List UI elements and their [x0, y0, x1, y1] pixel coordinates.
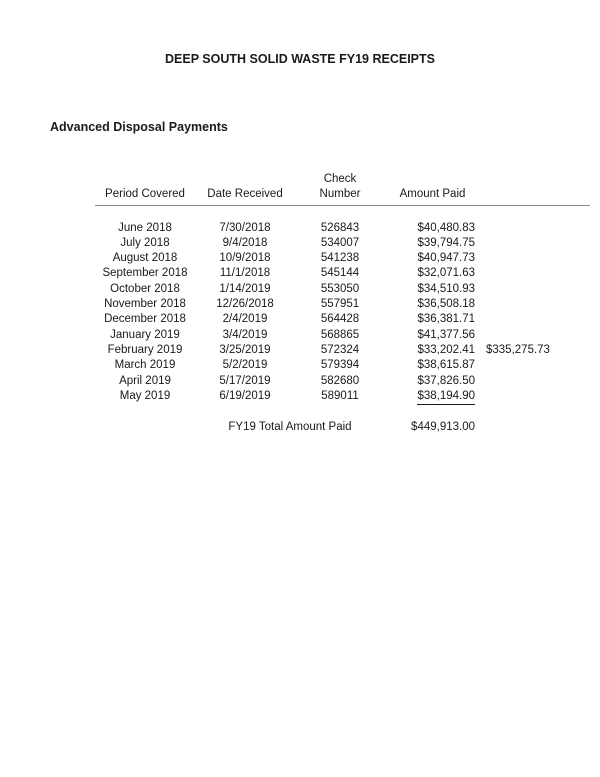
table-body	[95, 221, 590, 406]
check-cell: 564428	[320, 313, 360, 326]
period-cell: November 2018	[104, 298, 186, 311]
period-cell: February 2019	[107, 343, 183, 356]
amount-cell	[385, 266, 480, 281]
period-cell: September 2018	[102, 267, 188, 280]
header-check-line2: Number	[319, 188, 361, 201]
date-cell: 2/4/2019	[222, 313, 268, 326]
table-row	[95, 343, 590, 358]
date-cell: 11/1/2018	[219, 267, 271, 280]
amount-value: $34,510.93	[417, 282, 475, 295]
header-amount-paid: Amount Paid	[399, 188, 466, 201]
total-amount-value: $449,913.00	[411, 421, 475, 434]
table-row	[95, 328, 590, 343]
amount-cell	[385, 236, 480, 251]
amount-value: $32,071.63	[417, 267, 475, 280]
check-cell: 553050	[320, 282, 360, 295]
date-cell: 3/25/2019	[219, 343, 271, 356]
table-row	[95, 389, 590, 405]
period-cell: May 2019	[119, 389, 171, 402]
table-row	[95, 236, 590, 251]
amount-cell	[385, 312, 480, 327]
table-row	[95, 297, 590, 312]
check-cell: 545144	[320, 267, 360, 280]
amount-value: $37,826.50	[417, 374, 475, 387]
total-amount	[385, 420, 480, 435]
table-header	[95, 172, 590, 206]
period-cell: January 2019	[110, 328, 180, 341]
payments-table	[95, 172, 590, 435]
period-cell: June 2018	[118, 221, 172, 234]
section-title: Advanced Disposal Payments	[50, 120, 228, 134]
total-row	[95, 420, 590, 435]
period-cell: July 2018	[120, 236, 170, 249]
header-period-covered: Period Covered	[105, 188, 185, 201]
check-cell: 572324	[320, 343, 360, 356]
header-check-line1: Check	[323, 173, 357, 185]
date-cell: 12/26/2018	[216, 298, 274, 311]
note-cell	[480, 358, 590, 373]
total-label: FY19 Total Amount Paid	[228, 421, 352, 434]
check-cell: 526843	[320, 221, 360, 234]
amount-value: $38,615.87	[417, 359, 475, 372]
check-cell: 589011	[321, 389, 359, 402]
note-cell	[480, 374, 590, 389]
period-cell: December 2018	[104, 313, 186, 326]
table-row	[95, 312, 590, 327]
document-title: DEEP SOUTH SOLID WASTE FY19 RECEIPTS	[165, 52, 435, 66]
note-cell	[480, 297, 590, 312]
note-cell	[480, 221, 590, 236]
amount-cell	[385, 328, 480, 343]
amount-cell	[385, 358, 480, 373]
amount-value: $41,377.56	[417, 328, 475, 341]
table-row	[95, 358, 590, 373]
date-cell: 5/2/2019	[222, 359, 268, 372]
table-row	[95, 251, 590, 266]
date-cell: 10/9/2018	[219, 252, 271, 265]
table-row	[95, 282, 590, 297]
amount-cell	[385, 389, 480, 405]
note-cell	[480, 266, 590, 281]
amount-value: $38,194.90	[417, 389, 475, 405]
amount-value: $40,480.83	[417, 221, 475, 234]
table-row	[95, 266, 590, 281]
check-cell: 579394	[320, 359, 360, 372]
check-cell: 534007	[320, 236, 360, 249]
header-date-received: Date Received	[207, 188, 283, 201]
amount-value: $36,381.71	[417, 313, 475, 326]
amount-cell	[385, 282, 480, 297]
note-cell	[480, 251, 590, 266]
table-row	[95, 221, 590, 236]
amount-value: $39,794.75	[417, 236, 475, 249]
check-cell: 557951	[320, 298, 360, 311]
check-cell: 582680	[320, 374, 360, 387]
date-cell: 1/14/2019	[219, 282, 271, 295]
period-cell: October 2018	[110, 282, 180, 295]
note-cell	[480, 282, 590, 297]
note-cell	[480, 389, 590, 405]
amount-cell	[385, 343, 480, 358]
note-cell: $335,275.73	[486, 343, 550, 356]
date-cell: 6/19/2019	[219, 389, 271, 402]
date-cell: 3/4/2019	[222, 328, 268, 341]
period-cell: March 2019	[114, 359, 176, 372]
header-check-number	[295, 172, 385, 203]
amount-value: $33,202.41	[417, 343, 475, 356]
check-cell: 568865	[320, 328, 360, 341]
amount-cell	[385, 221, 480, 236]
table-row	[95, 374, 590, 389]
note-cell	[480, 312, 590, 327]
period-cell: April 2019	[119, 374, 171, 387]
amount-cell	[385, 297, 480, 312]
note-cell	[480, 328, 590, 343]
date-cell: 9/4/2018	[222, 236, 268, 249]
date-cell: 7/30/2018	[219, 221, 271, 234]
amount-cell	[385, 374, 480, 389]
period-cell: August 2018	[112, 252, 178, 265]
note-cell	[480, 236, 590, 251]
amount-cell	[385, 251, 480, 266]
date-cell: 5/17/2019	[219, 374, 271, 387]
check-cell: 541238	[320, 252, 360, 265]
amount-value: $40,947.73	[417, 252, 475, 265]
amount-value: $36,508.18	[417, 298, 475, 311]
